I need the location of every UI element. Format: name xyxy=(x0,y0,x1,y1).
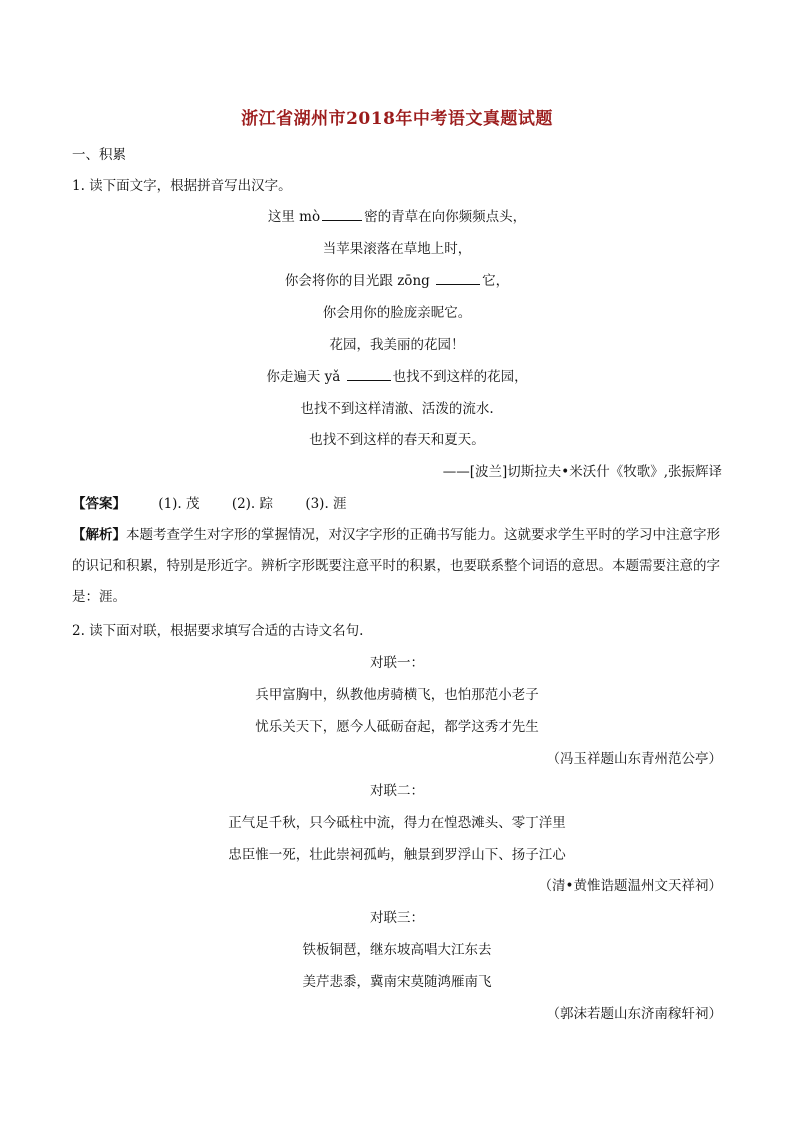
poem-line-6: 你走遍天 yǎ 也找不到这样的花园， xyxy=(266,369,528,385)
answer-tag: 【答案】 xyxy=(72,496,126,512)
section-heading: 一、积累 xyxy=(72,147,126,163)
answer-item: (3). 涯 xyxy=(305,496,347,512)
analysis-text: 本题考查学生对字形的掌握情况，对汉字字形的正确书写能力。这就要求学生平时的学习中注意字形的识记和积累，特别是形近字。辨析字形既要注意平时的积累，也要联系整个词语的意思。本题需要注意的字是：涯。 xyxy=(72,527,720,605)
answer-blank[interactable] xyxy=(322,208,362,221)
poem-source: ——[波兰]切斯拉夫•米沃什《牧歌》,张振辉译 xyxy=(442,464,722,480)
couplet-source: （清•黄惟诰题温州文天祥祠） xyxy=(538,878,722,894)
couplet-heading: 对联三： xyxy=(370,910,424,926)
couplet-line: 正气足千秋，只今砥柱中流，得力在惶恐滩头、零丁洋里 xyxy=(228,815,566,831)
couplet-line: 美芹悲黍，冀南宋莫随鸿雁南飞 xyxy=(302,974,492,990)
couplet-line: 铁板铜琶，继东坡高唱大江东去 xyxy=(302,942,492,958)
poem-line-2: 当苹果滚落在草地上时， xyxy=(322,241,472,257)
couplet-heading: 对联二： xyxy=(370,783,424,799)
poem-line-4: 你会用你的脸庞亲昵它。 xyxy=(322,305,472,321)
poem-line-8: 也找不到这样的春天和夏天。 xyxy=(309,432,485,448)
answer-blank[interactable] xyxy=(347,368,391,381)
document-title: 浙江省湖州市2018年中考语文真题试题 xyxy=(241,109,553,129)
couplet-heading: 对联一： xyxy=(370,655,424,671)
couplet-source: （冯玉祥题山东青州范公亭） xyxy=(546,751,722,767)
poem-line-1: 这里 mò 密的青草在向你频频点头， xyxy=(267,209,527,225)
answer-item: (1). 茂 xyxy=(158,496,200,512)
couplet-line: 忧乐关天下，愿今人砥砺奋起，都学这秀才先生 xyxy=(255,719,539,735)
poem-line-3: 你会将你的目光跟 zōng 它， xyxy=(284,273,510,289)
poem-line-5: 花园，我美丽的花园！ xyxy=(329,337,465,353)
couplet-line: 兵甲富胸中，纵教他虏骑横飞，也怕那范小老子 xyxy=(255,687,539,703)
question-2-prompt: 2. 读下面对联，根据要求填写合适的古诗文名句. xyxy=(72,623,364,639)
analysis-paragraph xyxy=(72,520,722,613)
analysis-tag: 【解析】 xyxy=(72,527,126,543)
poem-line-7: 也找不到这样清澈、活泼的流水. xyxy=(300,401,494,417)
couplet-line: 忠臣惟一死，壮此崇祠孤屿，触景到罗浮山下、扬子江心 xyxy=(228,847,566,863)
answer-row xyxy=(72,495,347,513)
answer-item: (2). 踪 xyxy=(231,496,274,512)
question-1-prompt: 1. 读下面文字，根据拼音写出汉字。 xyxy=(72,178,292,194)
answer-blank[interactable] xyxy=(436,272,480,285)
couplet-source: （郭沫若题山东济南稼轩祠） xyxy=(546,1006,722,1022)
